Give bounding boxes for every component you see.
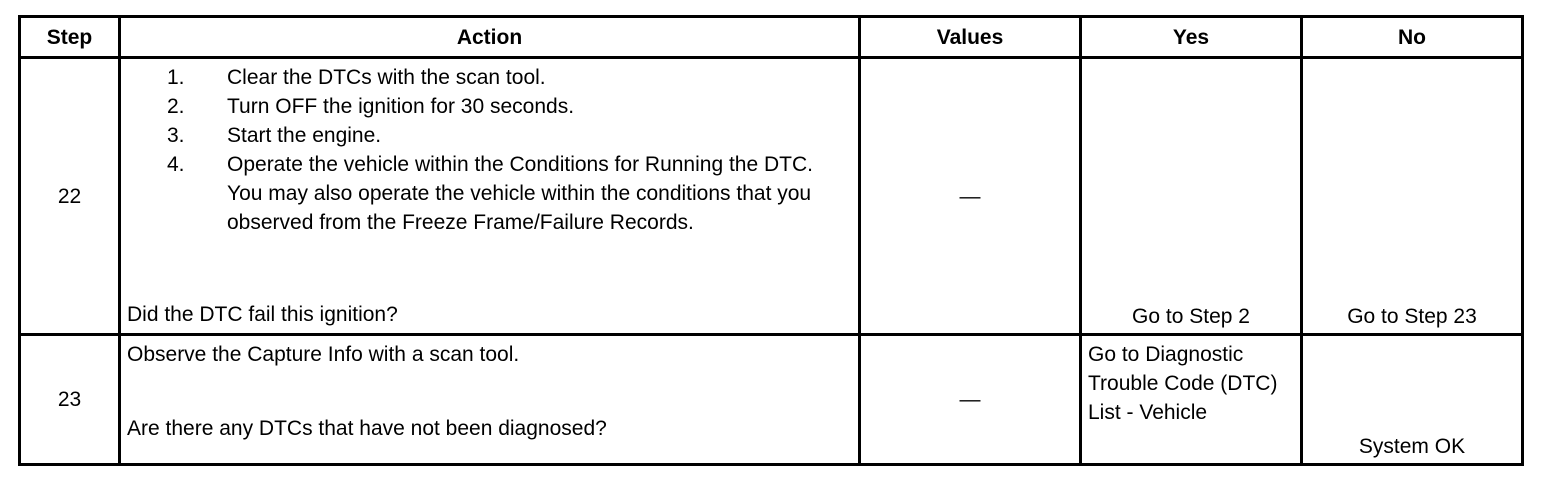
table-row-step-23 [20, 335, 1523, 465]
table-row-step-22 [20, 58, 1523, 335]
header-step: Step [20, 17, 120, 58]
action-item-text: Operate the vehicle within the Conditions for Running the DTC. You may also operate the vehicle within the conditions that you observed from the Freeze Frame/Failure Records. [227, 153, 813, 234]
action-list-item [127, 121, 852, 150]
action-item-text: Clear the DTCs with the scan tool. [227, 66, 546, 89]
step-number: 22 [20, 58, 120, 335]
no-link[interactable]: Go to Step 23 [1302, 58, 1523, 335]
diagnostic-table [18, 15, 1524, 466]
action-list-item [127, 63, 852, 92]
action-item-number: 1. [167, 66, 185, 89]
action-question: Did the DTC fail this ignition? [127, 303, 398, 326]
action-text: Observe the Capture Info with a scan tool. [127, 343, 520, 366]
action-item-number: 3. [167, 124, 185, 147]
values-cell: — [860, 58, 1081, 335]
action-list-item [127, 92, 852, 121]
action-cell [120, 335, 860, 465]
header-yes: Yes [1081, 17, 1302, 58]
action-cell [120, 58, 860, 335]
action-list [127, 63, 852, 237]
header-no: No [1302, 17, 1523, 58]
action-question: Are there any DTCs that have not been diagnosed? [127, 417, 607, 440]
step-number: 23 [20, 335, 120, 465]
header-action: Action [120, 17, 860, 58]
action-item-number: 4. [167, 153, 185, 176]
values-cell: — [860, 335, 1081, 465]
yes-link[interactable]: Go to Diagnostic Trouble Code (DTC) List - Vehicle [1081, 335, 1302, 465]
action-list-item [127, 150, 852, 237]
yes-link[interactable]: Go to Step 2 [1081, 58, 1302, 335]
action-item-text: Start the engine. [227, 124, 382, 147]
action-item-text: Turn OFF the ignition for 30 seconds. [227, 95, 575, 118]
no-result: System OK [1302, 335, 1523, 465]
header-row [20, 17, 1523, 58]
action-item-number: 2. [167, 95, 185, 118]
header-values: Values [860, 17, 1081, 58]
